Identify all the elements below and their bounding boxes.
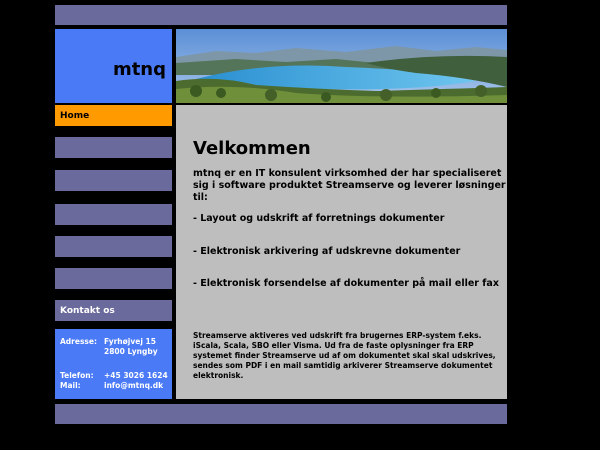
page-title: Velkommen <box>193 138 311 159</box>
nav-item-5[interactable] <box>55 236 172 257</box>
nav-item-2[interactable] <box>55 137 172 158</box>
address-line1: Fyrhøjvej 15 <box>104 337 156 346</box>
mail-label: Mail: <box>60 381 81 390</box>
top-bar <box>55 5 507 25</box>
contact-info <box>55 329 172 399</box>
nav-item-3[interactable] <box>55 170 172 191</box>
body-text: Streamserve aktiveres ved udskrift fra brugernes ERP-system f.eks. iScala, Scala, SBO eller Visma. Ud fra de faste oplysninger fra ERP systemet finder Streamserve ud af om dokumentet skal skal udskrives, sendes som PDF i en mail samtidig arkiverer Streamserve dokumentet elektronisk. <box>193 331 496 380</box>
bullet-item: - Layout og udskrift af forretnings dokumenter <box>193 213 445 224</box>
nav-item-home[interactable]: Home <box>55 105 172 126</box>
logo-box <box>55 29 172 103</box>
mail-row <box>60 381 163 390</box>
phone-row <box>60 371 168 380</box>
mail-link[interactable]: info@mtnq.dk <box>104 381 164 390</box>
address-line2: 2800 Lyngby <box>104 347 158 356</box>
lake-landscape-image <box>176 29 507 103</box>
main-content <box>176 105 507 399</box>
nav-item-contact[interactable]: Kontakt os <box>55 300 172 321</box>
bullet-item: - Elektronisk arkivering af udskrevne dokumenter <box>193 246 461 257</box>
banner-image <box>176 29 507 103</box>
phone-number: +45 3026 1624 <box>104 371 168 380</box>
phone-label: Telefon: <box>60 371 94 380</box>
nav-item-6[interactable] <box>55 268 172 289</box>
site-logo: mtnq <box>112 59 166 80</box>
address-row <box>60 337 156 346</box>
intro-text: mtnq er en IT konsulent virksomhed der har specialiseret sig i software produktet Streamserve og leverer løsninger til: <box>193 168 506 203</box>
bullet-item: - Elektronisk forsendelse af dokumenter på mail eller fax <box>193 278 499 289</box>
nav-item-4[interactable] <box>55 204 172 225</box>
address-label: Adresse: <box>60 337 97 346</box>
bottom-bar <box>55 404 507 424</box>
